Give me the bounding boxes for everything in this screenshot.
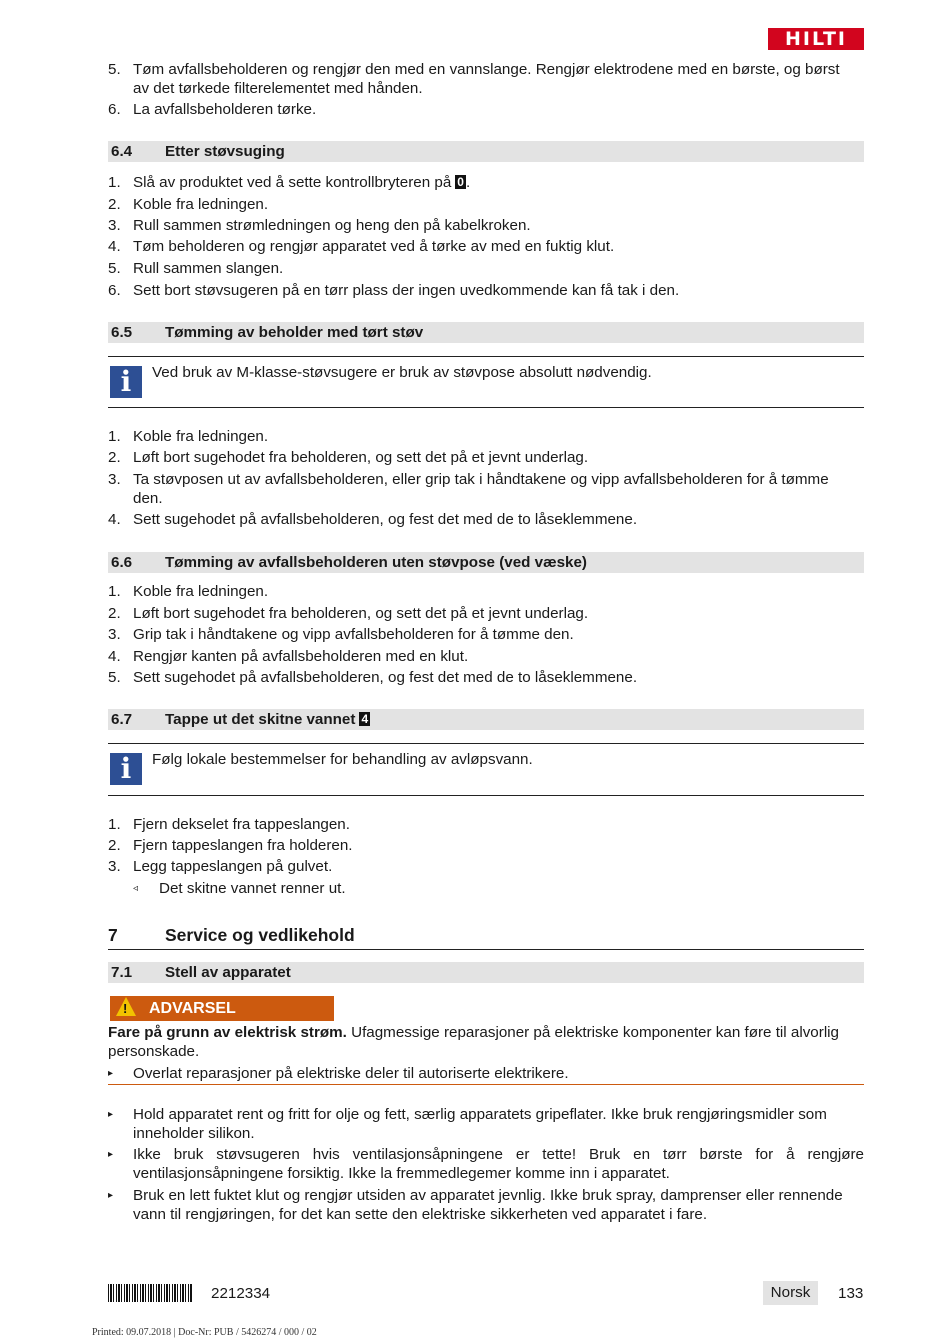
note-bottom-rule — [108, 795, 864, 796]
bullet-text: Hold apparatet rent og fritt for olje og fett, særlig apparatets gripeflater. Ikke bruk rengjøringsmidler som — [133, 1106, 827, 1123]
item-text: Rull sammen slangen. — [133, 260, 284, 277]
item-text: Legg tappeslangen på gulvet. — [133, 858, 333, 875]
bullet-text: Bruk en lett fuktet klut og rengjør utsiden av apparatet jevnlig. Ikke bruk spray, damprenser eller rennende — [133, 1187, 843, 1204]
item-text: Grip tak i håndtakene og vipp avfallsbeholderen for å tømme den. — [133, 626, 574, 643]
item-text: Koble fra ledningen. — [133, 583, 269, 600]
item-text: Sett bort støvsugeren på en tørr plass der ingen uvedkommende kan få tak i den. — [133, 282, 680, 299]
info-icon: i — [110, 366, 142, 398]
warning-banner — [110, 996, 334, 1021]
step-tail: . — [465, 174, 471, 191]
item-number: 5. — [108, 61, 121, 78]
result-arrow-icon: ◃ — [133, 883, 139, 894]
logo-text: HILTI — [785, 28, 847, 50]
warning-bold-text: Fare på grunn av elektrisk strøm. — [108, 1024, 347, 1041]
warning-body: personskade. — [108, 1043, 200, 1060]
info-note: Ved bruk av M-klasse-støvsugere er bruk av støvpose absolutt nødvendig. — [152, 364, 652, 381]
barcode — [108, 1284, 192, 1302]
section-title: Tømming av beholder med tørt støv — [165, 324, 424, 341]
item-number: 2. — [108, 196, 121, 213]
section-title — [165, 709, 370, 730]
chapter-heading — [108, 923, 864, 950]
item-text: Tøm beholderen og rengjør apparatet ved å tørke av med en fuktig klut. — [133, 238, 615, 255]
section-number: 6.6 — [111, 554, 133, 571]
bullet-icon: ▸ — [108, 1149, 114, 1160]
item-number: 1. — [108, 174, 121, 191]
bullet-text: inneholder silikon. — [133, 1125, 255, 1142]
bullet-icon: ▸ — [108, 1068, 114, 1079]
barcode-number: 2212334 — [211, 1285, 271, 1302]
switch-position-key: 0 — [457, 175, 464, 189]
note-top-rule — [108, 743, 864, 744]
item-number: 4. — [108, 648, 121, 665]
section-heading-6-5 — [108, 322, 864, 343]
section-number: 7.1 — [111, 964, 133, 981]
print-info: Printed: 09.07.2018 | Doc-Nr: PUB / 5426274 / 000 / 02 — [92, 1327, 317, 1338]
bullet-icon: ▸ — [108, 1190, 114, 1201]
item-number: 6. — [108, 282, 121, 299]
section-number: 6.4 — [111, 143, 133, 160]
item-text: Fjern dekselet fra tappeslangen. — [133, 816, 350, 833]
note-bottom-rule — [108, 407, 864, 408]
warning-text-line — [108, 1023, 839, 1042]
item-number: 6. — [108, 101, 121, 118]
section-heading-6-4 — [108, 141, 864, 162]
item-text: av det tørkede filterelementet med hånden. — [133, 80, 423, 97]
bullet-icon: ▸ — [108, 1109, 114, 1120]
section-title-text: Tappe ut det skitne vannet — [165, 711, 356, 728]
section-heading-6-6 — [108, 552, 864, 573]
item-text: Løft bort sugehodet fra beholderen, og sett det på et jevnt underlag. — [133, 449, 589, 466]
bullet-text: ventilasjonsåpningene forsiktig. Ikke la fremmedlegemer komme inn i apparatet. — [133, 1165, 670, 1182]
section-title: Etter støvsuging — [165, 143, 285, 160]
step-text: Slå av produktet ved å sette kontrollbryteren på — [133, 174, 452, 191]
item-text: La avfallsbeholderen tørke. — [133, 101, 317, 118]
item-number: 1. — [108, 583, 121, 600]
figure-reference: 4 — [361, 712, 369, 726]
item-number: 2. — [108, 837, 121, 854]
item-text — [133, 173, 470, 192]
item-number: 2. — [108, 605, 121, 622]
bullet-text: vann til rengjøringen, for det kan sette den elektriske sikkerheten ved apparatet i fare. — [133, 1206, 708, 1223]
warning-label: ADVARSEL — [149, 1000, 236, 1017]
item-text: den. — [133, 490, 163, 507]
item-text: Fjern tappeslangen fra holderen. — [133, 837, 353, 854]
item-text: Rengjør kanten på avfallsbeholderen med en klut. — [133, 648, 469, 665]
item-number: 2. — [108, 449, 121, 466]
section-heading-7-1 — [108, 962, 864, 983]
item-text: Ta støvposen ut av avfallsbeholderen, eller grip tak i håndtakene og vipp avfallsbeholderen for å tømme — [133, 471, 829, 488]
item-text: Sett sugehodet på avfallsbeholderen, og fest det med de to låseklemmene. — [133, 669, 638, 686]
item-text: Sett sugehodet på avfallsbeholderen, og fest det med de to låseklemmene. — [133, 511, 638, 528]
item-text: Koble fra ledningen. — [133, 428, 269, 445]
chapter-title: Service og vedlikehold — [165, 925, 355, 945]
hilti-logo — [768, 28, 864, 50]
warning-action-text: Overlat reparasjoner på elektriske deler til autoriserte elektrikere. — [133, 1065, 569, 1082]
item-number: 5. — [108, 669, 121, 686]
chapter-number: 7 — [108, 925, 118, 945]
item-text: Tøm avfallsbeholderen og rengjør den med en vannslange. Rengjør elektrodene med en børste, og børst — [133, 61, 840, 78]
item-number: 5. — [108, 260, 121, 277]
item-text: Rull sammen strømledningen og heng den på kabelkroken. — [133, 217, 531, 234]
item-number: 3. — [108, 217, 121, 234]
item-number: 3. — [108, 626, 121, 643]
note-top-rule — [108, 356, 864, 357]
item-number: 3. — [108, 858, 121, 875]
language-label: Norsk — [763, 1281, 818, 1305]
section-title: Stell av apparatet — [165, 964, 291, 981]
item-number: 1. — [108, 816, 121, 833]
info-icon: i — [110, 753, 142, 785]
section-number: 6.7 — [111, 711, 133, 728]
section-title: Tømming av avfallsbeholderen uten støvpose (ved væske) — [165, 554, 587, 571]
item-text: Koble fra ledningen. — [133, 196, 269, 213]
section-heading-6-7 — [108, 709, 864, 730]
warning-body: Ufagmessige reparasjoner på elektriske komponenter kan føre til alvorlig — [346, 1024, 840, 1041]
warning-exclamation: ! — [123, 1001, 128, 1016]
warning-bottom-rule — [108, 1084, 864, 1085]
section-number: 6.5 — [111, 324, 133, 341]
item-number: 3. — [108, 471, 121, 488]
page-number: 133 — [838, 1285, 864, 1302]
item-number: 1. — [108, 428, 121, 445]
item-text: Løft bort sugehodet fra beholderen, og sett det på et jevnt underlag. — [133, 605, 589, 622]
bullet-text: Ikke bruk støvsugeren hvis ventilasjonsåpningene er tette! Bruk en tørr børste for å rengjøre — [133, 1146, 864, 1163]
item-number: 4. — [108, 238, 121, 255]
item-number: 4. — [108, 511, 121, 528]
info-note: Følg lokale bestemmelser for behandling av avløpsvann. — [152, 751, 533, 768]
result-text: Det skitne vannet renner ut. — [159, 880, 346, 897]
